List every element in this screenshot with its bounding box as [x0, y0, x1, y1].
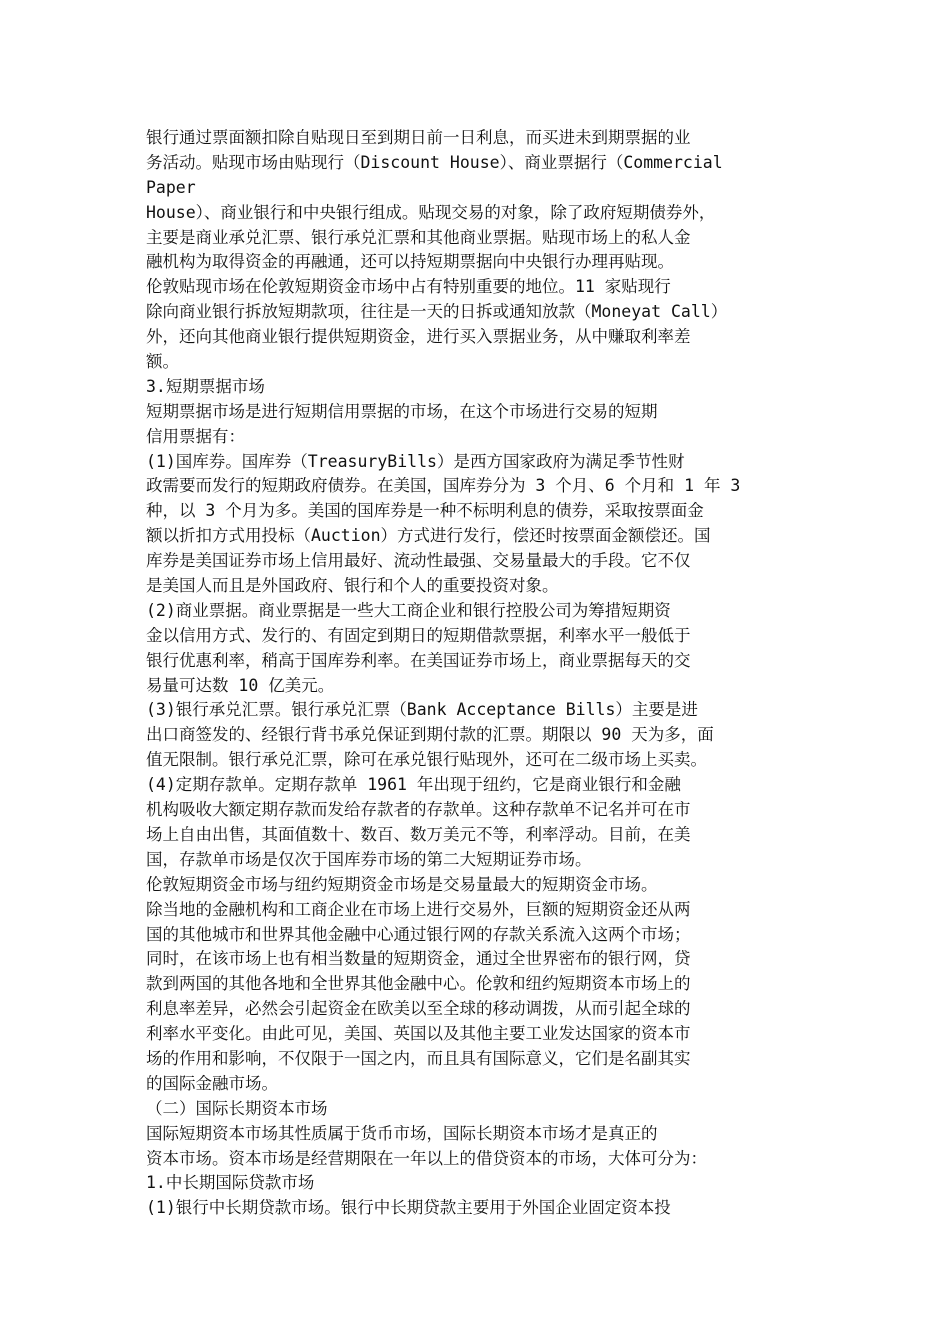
- document-body: [146, 126, 806, 1221]
- text-line: 款到两国的其他各地和全世界其他金融中心。伦敦和纽约短期资本市场上的: [146, 974, 691, 994]
- section-heading: （二）国际长期资本市场: [146, 1098, 328, 1118]
- text-line: 务活动。贴现市场由贴现行（Discount House）、商业票据行（Commercial: [146, 152, 723, 172]
- text-line: (1)国库券。国库券（TreasuryBills）是西方国家政府为满足季节性财: [146, 451, 685, 471]
- text-line: 除当地的金融机构和工商企业在市场上进行交易外，巨额的短期资金还从两: [146, 899, 691, 919]
- section-heading: 3.短期票据市场: [146, 376, 265, 396]
- text-line: 的国际金融市场。: [146, 1073, 278, 1093]
- text-line: 场的作用和影响，不仅限于一国之内，而且具有国际意义，它们是名副其实: [146, 1048, 691, 1068]
- text-line: 短期票据市场是进行短期信用票据的市场，在这个市场进行交易的短期: [146, 401, 658, 421]
- text-line: (2)商业票据。商业票据是一些大工商企业和银行控股公司为筹措短期资: [146, 600, 671, 620]
- text-line: 金以信用方式、发行的、有固定到期日的短期借款票据，利率水平一般低于: [146, 625, 691, 645]
- text-line: 信用票据有：: [146, 426, 245, 446]
- text-line: 政需要而发行的短期政府债券。在美国，国库券分为 3 个月、6 个月和 1 年 3: [146, 476, 741, 496]
- text-line: 国际短期资本市场其性质属于货币市场，国际长期资本市场才是真正的: [146, 1123, 658, 1143]
- text-line: 利率水平变化。由此可见，美国、英国以及其他主要工业发达国家的资本市: [146, 1024, 691, 1044]
- text-line: 是美国人而且是外国政府、银行和个人的重要投资对象。: [146, 576, 559, 596]
- text-line: Paper: [146, 177, 196, 197]
- text-line: 主要是商业承兑汇票、银行承兑汇票和其他商业票据。贴现市场上的私人金: [146, 227, 691, 247]
- text-line: 资本市场。资本市场是经营期限在一年以上的借贷资本的市场，大体可分为：: [146, 1148, 707, 1168]
- text-line: 种，以 3 个月为多。美国的国库券是一种不标明利息的债券，采取按票面金: [146, 501, 704, 521]
- text-line: 场上自由出售，其面值数十、数百、数万美元不等，利率浮动。目前，在美: [146, 824, 691, 844]
- text-line: 出口商签发的、经银行背书承兑保证到期付款的汇票。期限以 90 天为多，面: [146, 725, 714, 745]
- text-line: (3)银行承兑汇票。银行承兑汇票（Bank Acceptance Bills）主要是进: [146, 700, 698, 720]
- text-line: House）、商业银行和中央银行组成。贴现交易的对象，除了政府短期债券外，: [146, 202, 716, 222]
- text-line: 同时，在该市场上也有相当数量的短期资金，通过全世界密布的银行网，贷: [146, 949, 691, 969]
- text-line: 机构吸收大额定期存款而发给存款者的存款单。这种存款单不记名并可在市: [146, 800, 691, 820]
- text-line: (4)定期存款单。定期存款单 1961 年出现于纽约，它是商业银行和金融: [146, 775, 681, 795]
- text-line: 国，存款单市场是仅次于国库券市场的第二大短期证券市场。: [146, 849, 592, 869]
- text-line: 外，还向其他商业银行提供短期资金，进行买入票据业务，从中赚取利率差: [146, 327, 691, 347]
- text-line: 值无限制。银行承兑汇票，除可在承兑银行贴现外，还可在二级市场上买卖。: [146, 750, 707, 770]
- text-line: 额以折扣方式用投标（Auction）方式进行发行，偿还时按票面金额偿还。国: [146, 526, 711, 546]
- text-line: 额。: [146, 352, 179, 372]
- text-line: 伦敦短期资金市场与纽约短期资金市场是交易量最大的短期资金市场。: [146, 874, 658, 894]
- text-line: 除向商业银行拆放短期款项，往往是一天的日拆或通知放款（Moneyat Call）: [146, 302, 728, 322]
- text-line: (1)银行中长期贷款市场。银行中长期贷款主要用于外国企业固定资本投: [146, 1198, 671, 1218]
- text-line: 银行优惠利率，稍高于国库券利率。在美国证券市场上，商业票据每天的交: [146, 650, 691, 670]
- text-line: 库券是美国证券市场上信用最好、流动性最强、交易量最大的手段。它不仅: [146, 551, 691, 571]
- text-line: 利息率差异，必然会引起资金在欧美以至全球的移动调拨，从而引起全球的: [146, 999, 691, 1019]
- text-line: 银行通过票面额扣除自贴现日至到期日前一日利息，而买进未到期票据的业: [146, 128, 691, 147]
- text-line: 融机构为取得资金的再融通，还可以持短期票据向中央银行办理再贴现。: [146, 252, 674, 272]
- text-line: 国的其他城市和世界其他金融中心通过银行网的存款关系流入这两个市场；: [146, 924, 691, 944]
- text-line: 易量可达数 10 亿美元。: [146, 675, 335, 695]
- section-heading: 1.中长期国际贷款市场: [146, 1173, 315, 1193]
- text-line: 伦敦贴现市场在伦敦短期资金市场中占有特别重要的地位。11 家贴现行: [146, 277, 671, 297]
